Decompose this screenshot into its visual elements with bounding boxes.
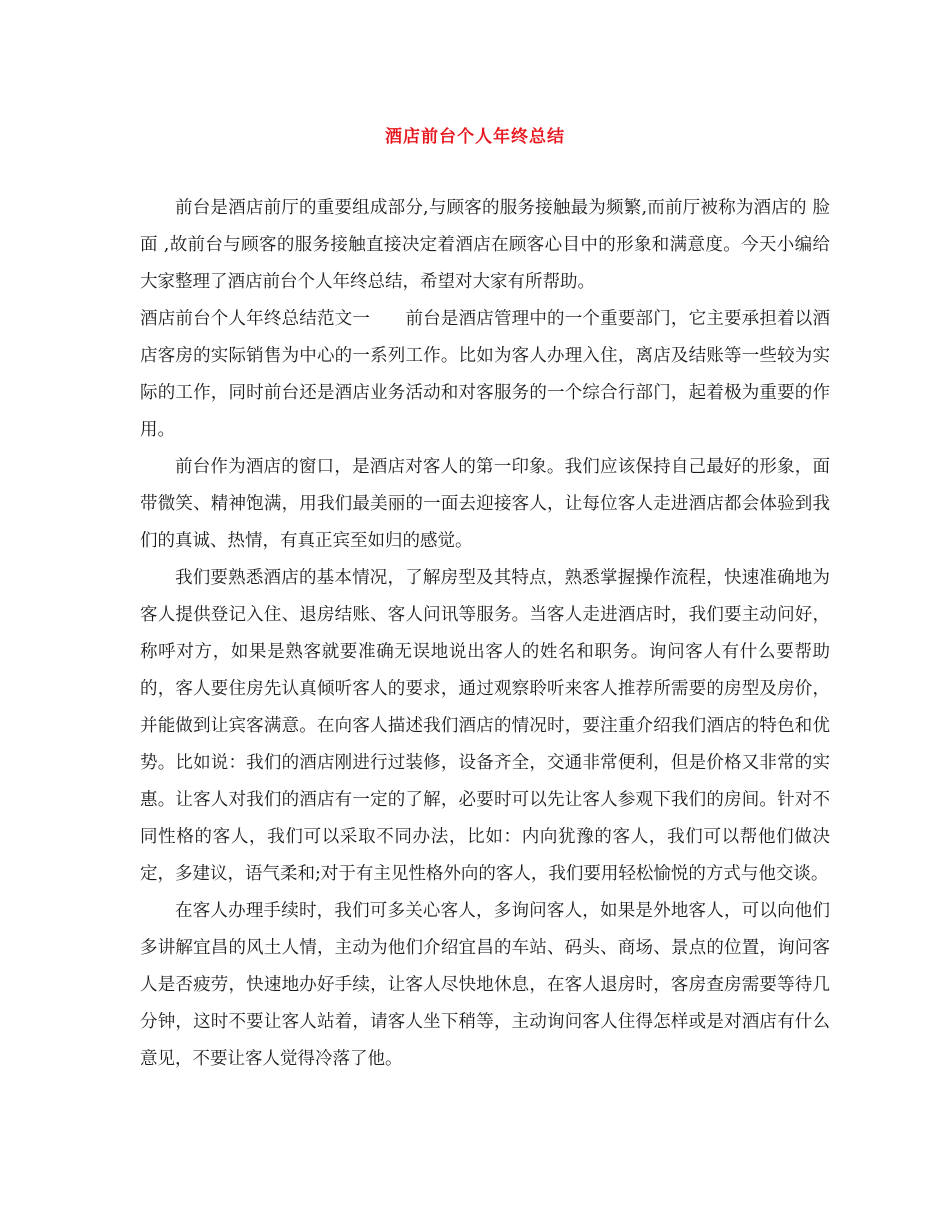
paragraph-hotel-knowledge: 我们要熟悉酒店的基本情况，了解房型及其特点，熟悉掌握操作流程，快速准确地为客人提供登记入住、退房结账、客人问讯等服务。当客人走进酒店时，我们要主动问好，称呼对方，如果是熟客就要准确无误地说出客人的姓名和职务。询问客人有什么要帮助的，客人要住房先认真倾听客人的要求，通过观察聆听来客人推荐所需要的房型及房价，并能做到让宾客满意。在向客人描述我们酒店的情况时，要注重介绍我们酒店的特色和优势。比如说：我们的酒店刚进行过装修，设备齐全，交通非常便利，但是价格又非常的实惠。让客人对我们的酒店有一定的了解，必要时可以先让客人参观下我们的房间。针对不同性格的客人，我们可以采取不同办法，比如：内向犹豫的客人，我们可以帮他们做决定，多建议，语气柔和;对于有主见性格外向的客人，我们要用轻松愉悦的方式与他交谈。 (140, 568, 830, 884)
document-title: 酒店前台个人年终总结 (385, 127, 565, 147)
paragraph-check-in-care: 在客人办理手续时，我们可多关心客人，多询问客人，如果是外地客人，可以向他们多讲解宜昌的风土人情，主动为他们介绍宜昌的车站、码头、商场、景点的位置，询问客人是否疲劳，快速地办好手续，让客人尽快地休息，在客人退房时，客房查房需要等待几分钟，这时不要让客人站着，请客人坐下稍等，主动询问客人住得怎样或是对酒店有什么意见，不要让客人觉得冷落了他。 (140, 901, 830, 1069)
paragraph-front-desk-window: 前台作为酒店的窗口，是酒店对客人的第一印象。我们应该保持自己最好的形象，面带微笑、精神饱满，用我们最美丽的一面去迎接客人，让每位客人走进酒店都会体验到我们的真诚、热情，有真正宾至如归的感觉。 (140, 457, 830, 551)
document-body (140, 190, 830, 1078)
paragraph-sample-one: 酒店前台个人年终总结范文一 前台是酒店管理中的一个重要部门，它主要承担着以酒店客房的实际销售为中心的一系列工作。比如为客人办理入住，离店及结账等一些较为实际的工作，同时前台还是酒店业务活动和对客服务的一个综合行部门，起着极为重要的作用。 (140, 309, 830, 440)
paragraph-intro: 前台是酒店前厅的重要组成部分,与顾客的服务接触最为频繁,而前厅被称为酒店的 脸面 ,故前台与顾客的服务接触直接决定着酒店在顾客心目中的形象和满意度。今天小编给大家整理了酒店前台个人年终总结，希望对大家有所帮助。 (140, 198, 830, 292)
